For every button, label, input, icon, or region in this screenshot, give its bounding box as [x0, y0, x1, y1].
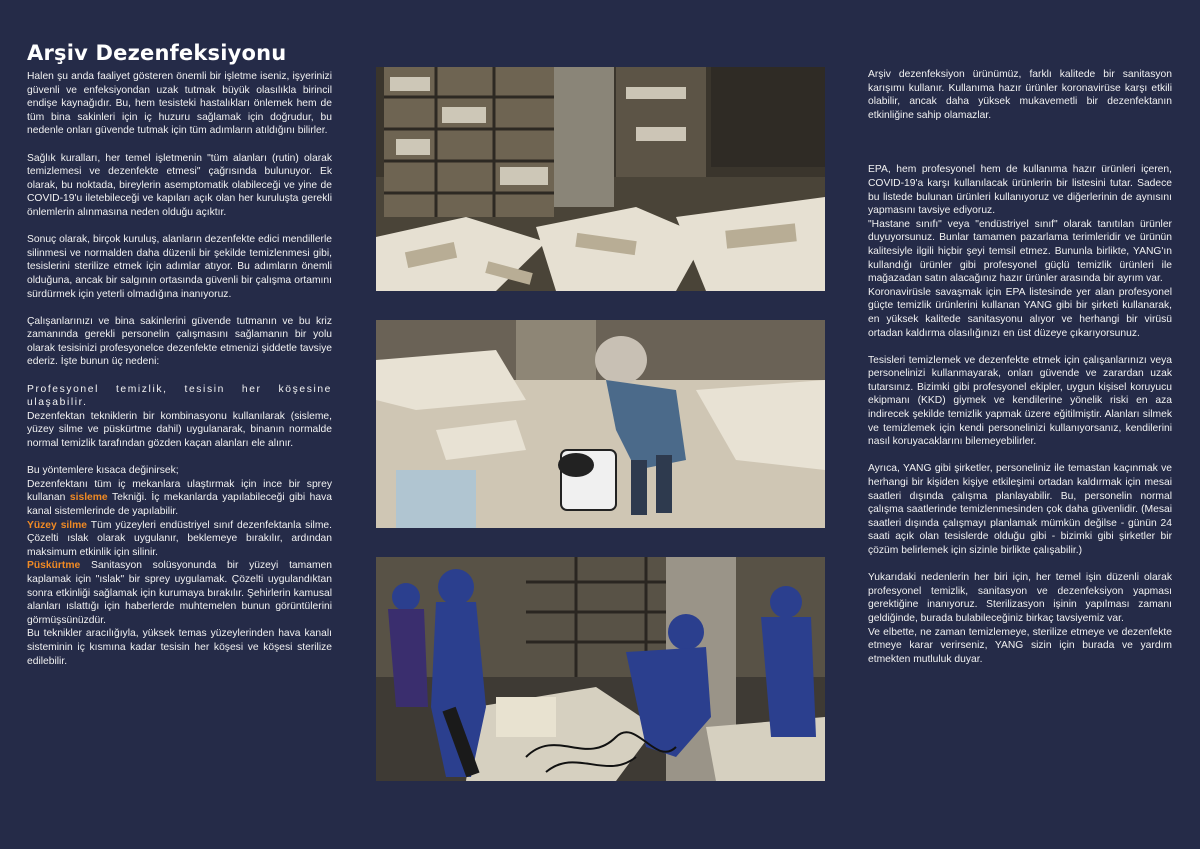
- wiping-text: Tüm yüzeyleri endüstriyel sınıf dezenfektanla silme. Çözelti ıslak olarak uygulanır, beklemeye bırakılır, ardından maksimum etkinlik için silinir.: [27, 519, 333, 558]
- right-paragraph-1: Arşiv dezenfeksiyon ürünümüz, farklı kalitede bir sanitasyon karışımı kullanır. Kullanıma hazır ürünler koronavirüse karşı etkili olabilir, ancak daha yüksek mukavemetli bir dezenfektanın etkinliğine sahip olamazlar.: [868, 69, 1172, 121]
- archive-room-illustration: [376, 67, 825, 291]
- right-column: [868, 68, 1172, 666]
- wiping-highlight: Yüzey silme: [27, 519, 88, 531]
- spraying-text: Sanitasyon solüsyonunda bir yüzeyi tamamen kaplamak için "ıslak" bir sprey uygulamak. Çözelti uygulandıktan sonra etkinliği sağlamak için kurumaya bırakılır. Şehirlerin kamusal alanları ıslattığı için haberlerde muhtemelen bunun görüntülerini görmüşsünüzdür.: [27, 560, 332, 626]
- fogging-worker-photo: [376, 320, 825, 528]
- left-paragraph-6: Bu yöntemlere kısaca değinirsek;: [27, 465, 179, 477]
- fogging-worker-illustration: [376, 320, 825, 528]
- left-paragraph-2: Sağlık kuralları, her temel işletmenin "tüm alanları (rutin) olarak temizlemesi ve dezenfekte etmesi" çağrısında bulunuyor. Ek olarak, bu noktada, bireylerin asemptomatik olabileceği ve yine de COVID-19'u iletebileceği ve kapıları açık olan her kuruluşta gerekli önlemlerin alınmasına neden olduğu açıktır.: [27, 152, 332, 218]
- protective-suit-team-illustration: [376, 557, 825, 781]
- right-paragraph-4: Koronavirüsle savaşmak için EPA listesinde yer alan profesyonel güçte temizlik ürünlerini kullanan YANG gibi bir şirketi kullanarak, en yüksek kalitede sanitasyonu alıyor ve herhangi bir virüsü ortadan kaldırma olasılığınızı en üst düzeye çıkarıyorsunuz.: [868, 286, 1172, 339]
- left-paragraph-4: Çalışanlarınızı ve bina sakinlerini güvende tutmanın ve bu kriz zamanında gerekli personelin çalışmasını sağlamanın bir yolu olarak tesisinizi profesyonelce dezenfekte etmenizi şiddetle tavsiye ederiz. İşte bunun üç nedeni:: [27, 315, 332, 368]
- right-paragraph-6: Ayrıca, YANG gibi şirketler, personeliniz ile temastan kaçınmak ve herhangi bir kişiden kişiye etkileşimi ortadan kaldırmak için mesai saatleri dışında çalışma planlayabilir. Bu, personelin normal çalışma saatlerinde temizlenmesinden çok daha güvenlidir. (Mesai saatleri dışında çalışmayı planlamak mümkün değilse - günün 24 saati açık olan tesislerde olduğu gibi - bizimki gibi şirketler bir çözüm belirlemek için sizinle birlikte çalışabilir.): [868, 463, 1172, 556]
- right-paragraph-5: Tesisleri temizlemek ve dezenfekte etmek için çalışanlarınızı veya personelinizi kullanmayarak, onları güvende ve zarardan uzak tutarsınız. Bizimki gibi profesyonel ekipler, uygun kişisel koruyucu ekipmanı (KKD) giymek ve kendilerine yönelik riski en aza indirecek şekilde temizlik yapmak üzere eğitilmiştir. Alanları silmek ve temizlemek için kendi personelinizi kullanıyorsanız, kendilerini nasıl koruyacaklarını bilemeyebilirler.: [868, 354, 1172, 448]
- protective-suit-team-photo: [376, 557, 825, 781]
- left-paragraph-10: Bu teknikler aracılığıyla, yüksek temas yüzeylerinden hava kanalı sisteminin iç kısmına kadar tesisin her köşesi ve köşesi sterilize edilebilir.: [27, 628, 332, 667]
- left-paragraph-3: Sonuç olarak, birçok kuruluş, alanların dezenfekte edici mendillerle silinmesi ve normalden daha düzenli bir şekilde temizlenmesi gibi, tesislerini sterilize etmek için adımlar atıyor. Bu adımların önemli olduğuna, ancak bir salgının ortasında güvenli bir çalışma ortamını sürdürmek için yeterli olmadığına inanıyoruz.: [27, 234, 332, 300]
- left-paragraph-5-lead: Profesyonel temizlik, tesisin her köşesine ulaşabilir.: [27, 383, 332, 409]
- right-paragraph-7: Yukarıdaki nedenlerin her biri için, her temel işin düzenli olarak profesyonel temizlik, sanitasyon ve dezenfeksiyon yapması gerektiğine inanıyoruz. Sterilizasyon işinin yapılması zamanı geldiğinde, burada bulabileceğiniz birkaç tavsiyemiz var.: [868, 572, 1172, 624]
- fogging-text-b: Tekniği. İç mekanlarda yapılabileceği gibi hava kanal sistemlerinde de yapılabilir.: [27, 492, 332, 517]
- page-title: Arşiv Dezenfeksiyonu: [27, 41, 287, 65]
- right-paragraph-2: EPA, hem profesyonel hem de kullanıma hazır ürünleri içeren, COVID-19'a karşı kullanılacak ürünlerin bir listesini tutar. Sadece bu listede bulunan ürünleri kullanıyoruz ve diğerlerinin de aynısını yapmasını tavsiye ediyoruz.: [868, 164, 1172, 217]
- fogging-highlight: sisleme: [69, 492, 108, 504]
- spraying-highlight: Püskürtme: [27, 560, 81, 572]
- fogging-paragraph: [27, 478, 332, 519]
- left-paragraph-5: Dezenfektan tekniklerin bir kombinasyonu kullanılarak (sisleme, yüzey silme ve püskürtme dahil) uygulanarak, binanın normalde normal temizlik tarafından gözden kaçan alanları ele alınır.: [27, 410, 332, 450]
- left-paragraph-1: Halen şu anda faaliyet gösteren önemli bir işletme iseniz, işyerinizi güvenli ve enfeksiyondan uzak tutmak büyük olasılıkla birincil endişe kaynağıdır. Bu, hem tesisteki hastalıkları önlemek hem de tüm bina sakinleri için iç huzuru sağlamak için doğrudur, bu nedenle onları güvende tutmak için tüm adımların atıldığını bilirler.: [27, 71, 332, 137]
- right-paragraph-8: Ve elbette, ne zaman temizlemeye, sterilize etmeye ve dezenfekte etmeye karar verirseniz, YANG sizin için burada ve yardım etmekten mutluluk duyar.: [868, 626, 1172, 665]
- spraying-paragraph: [27, 559, 332, 627]
- left-column: [27, 40, 332, 668]
- archive-room-photo: [376, 67, 825, 291]
- right-paragraph-3: "Hastane sınıfı" veya "endüstriyel sınıf" olarak tanıtılan ürünler duyuyorsunuz. Bunlar tamamen pazarlama terimleridir ve ürünün kalitesiyle ilgili hiçbir şeyi temsil etmez. Bununla birlikte, YANG'ın kullandığı ürünler gibi profesyonel güçlü temizlik ürünleri ile mağazadan satın alacağınız hazır ürünler arasında bir ayrım var.: [868, 218, 1172, 285]
- fogging-text-a: Dezenfektanı tüm iç mekanlara ulaştırmak için ince bir sprey kullanan: [27, 478, 332, 504]
- wiping-paragraph: [27, 519, 332, 560]
